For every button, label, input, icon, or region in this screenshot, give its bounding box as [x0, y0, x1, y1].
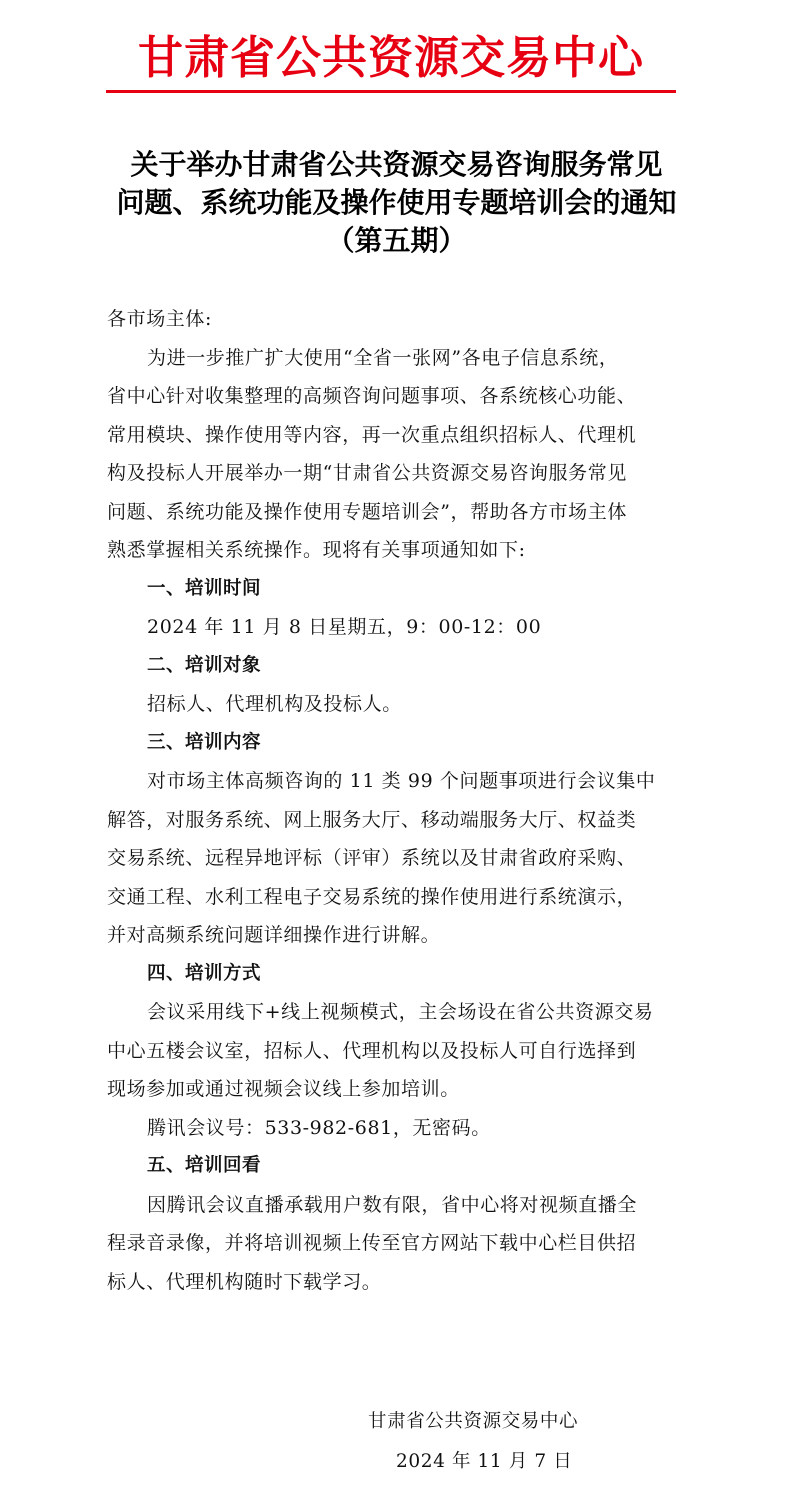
replay-line: 程录音录像，并将培训视频上传至官方网站下载中心栏目供招	[107, 1232, 637, 1254]
replay-line: 因腾讯会议直播承载用户数有限，省中心将对视频直播全	[147, 1193, 638, 1216]
method-line: 会议采用线下+线上视频模式，主会场设在省公共资源交易	[147, 1001, 654, 1023]
notice-title-line: （第五期）	[326, 224, 467, 257]
training-time: 2024 年 11 月 8 日星期五，9：00-12：00	[147, 616, 542, 638]
section-heading-content: 三、培训内容	[147, 731, 262, 753]
signature-org: 甘肃省公共资源交易中心	[368, 1411, 579, 1432]
intro-line: 为进一步推广扩大使用“全省一张网”各电子信息系统，	[147, 346, 619, 369]
replay-line: 标人、代理机构随时下载学习。	[107, 1270, 382, 1293]
section-heading-method: 四、培训方式	[147, 962, 262, 984]
content-line: 对市场主体高频咨询的 11 类 99 个问题事项进行会议集中	[147, 770, 656, 792]
issuing-org-title: 甘肃省公共资源交易中心	[137, 31, 644, 84]
section-heading-audience: 二、培训对象	[147, 654, 262, 676]
method-line: 中心五楼会议室，招标人、代理机构以及投标人可自行选择到	[107, 1039, 637, 1062]
content-line: 交易系统、远程异地评标（评审）系统以及甘肃省政府采购、	[107, 847, 637, 869]
intro-line: 问题、系统功能及操作使用专题培训会”，帮助各方市场主体	[107, 500, 627, 523]
notice-title	[80, 146, 713, 260]
header-red-rule	[106, 90, 676, 93]
content-line: 并对高频系统问题详细操作进行讲解。	[107, 924, 441, 946]
intro-line: 构及投标人开展举办一期“甘肃省公共资源交易咨询服务常见	[107, 462, 627, 484]
section-heading-replay: 五、培训回看	[147, 1155, 262, 1176]
method-line: 现场参加或通过视频会议线上参加培训。	[107, 1078, 460, 1100]
training-audience: 招标人、代理机构及投标人。	[147, 693, 402, 715]
salutation: 各市场主体:	[107, 308, 213, 330]
notice-body	[107, 300, 687, 1301]
intro-line: 省中心针对收集整理的高频咨询问题事项、各系统核心功能、	[107, 385, 637, 407]
signature-block	[360, 1402, 620, 1482]
notice-title-line: 关于举办甘肃省公共资源交易咨询服务常见	[130, 148, 663, 181]
signature-date: 2024 年 11 月 7 日	[396, 1451, 573, 1472]
section-heading-time: 一、培训时间	[147, 577, 262, 599]
content-line: 解答，对服务系统、网上服务大厅、移动端服务大厅、权益类	[107, 808, 637, 831]
intro-line: 熟悉掌握相关系统操作。现将有关事项通知如下:	[107, 539, 526, 561]
intro-line: 常用模块、操作使用等内容，再一次重点组织招标人、代理机	[107, 423, 637, 446]
document-header	[106, 30, 676, 86]
content-line: 交通工程、水利工程电子交易系统的操作使用进行系统演示，	[107, 885, 637, 908]
notice-title-line: 问题、系统功能及操作使用专题培训会的通知	[116, 186, 677, 219]
meeting-id: 腾讯会议号：533-982-681，无密码。	[147, 1116, 491, 1139]
